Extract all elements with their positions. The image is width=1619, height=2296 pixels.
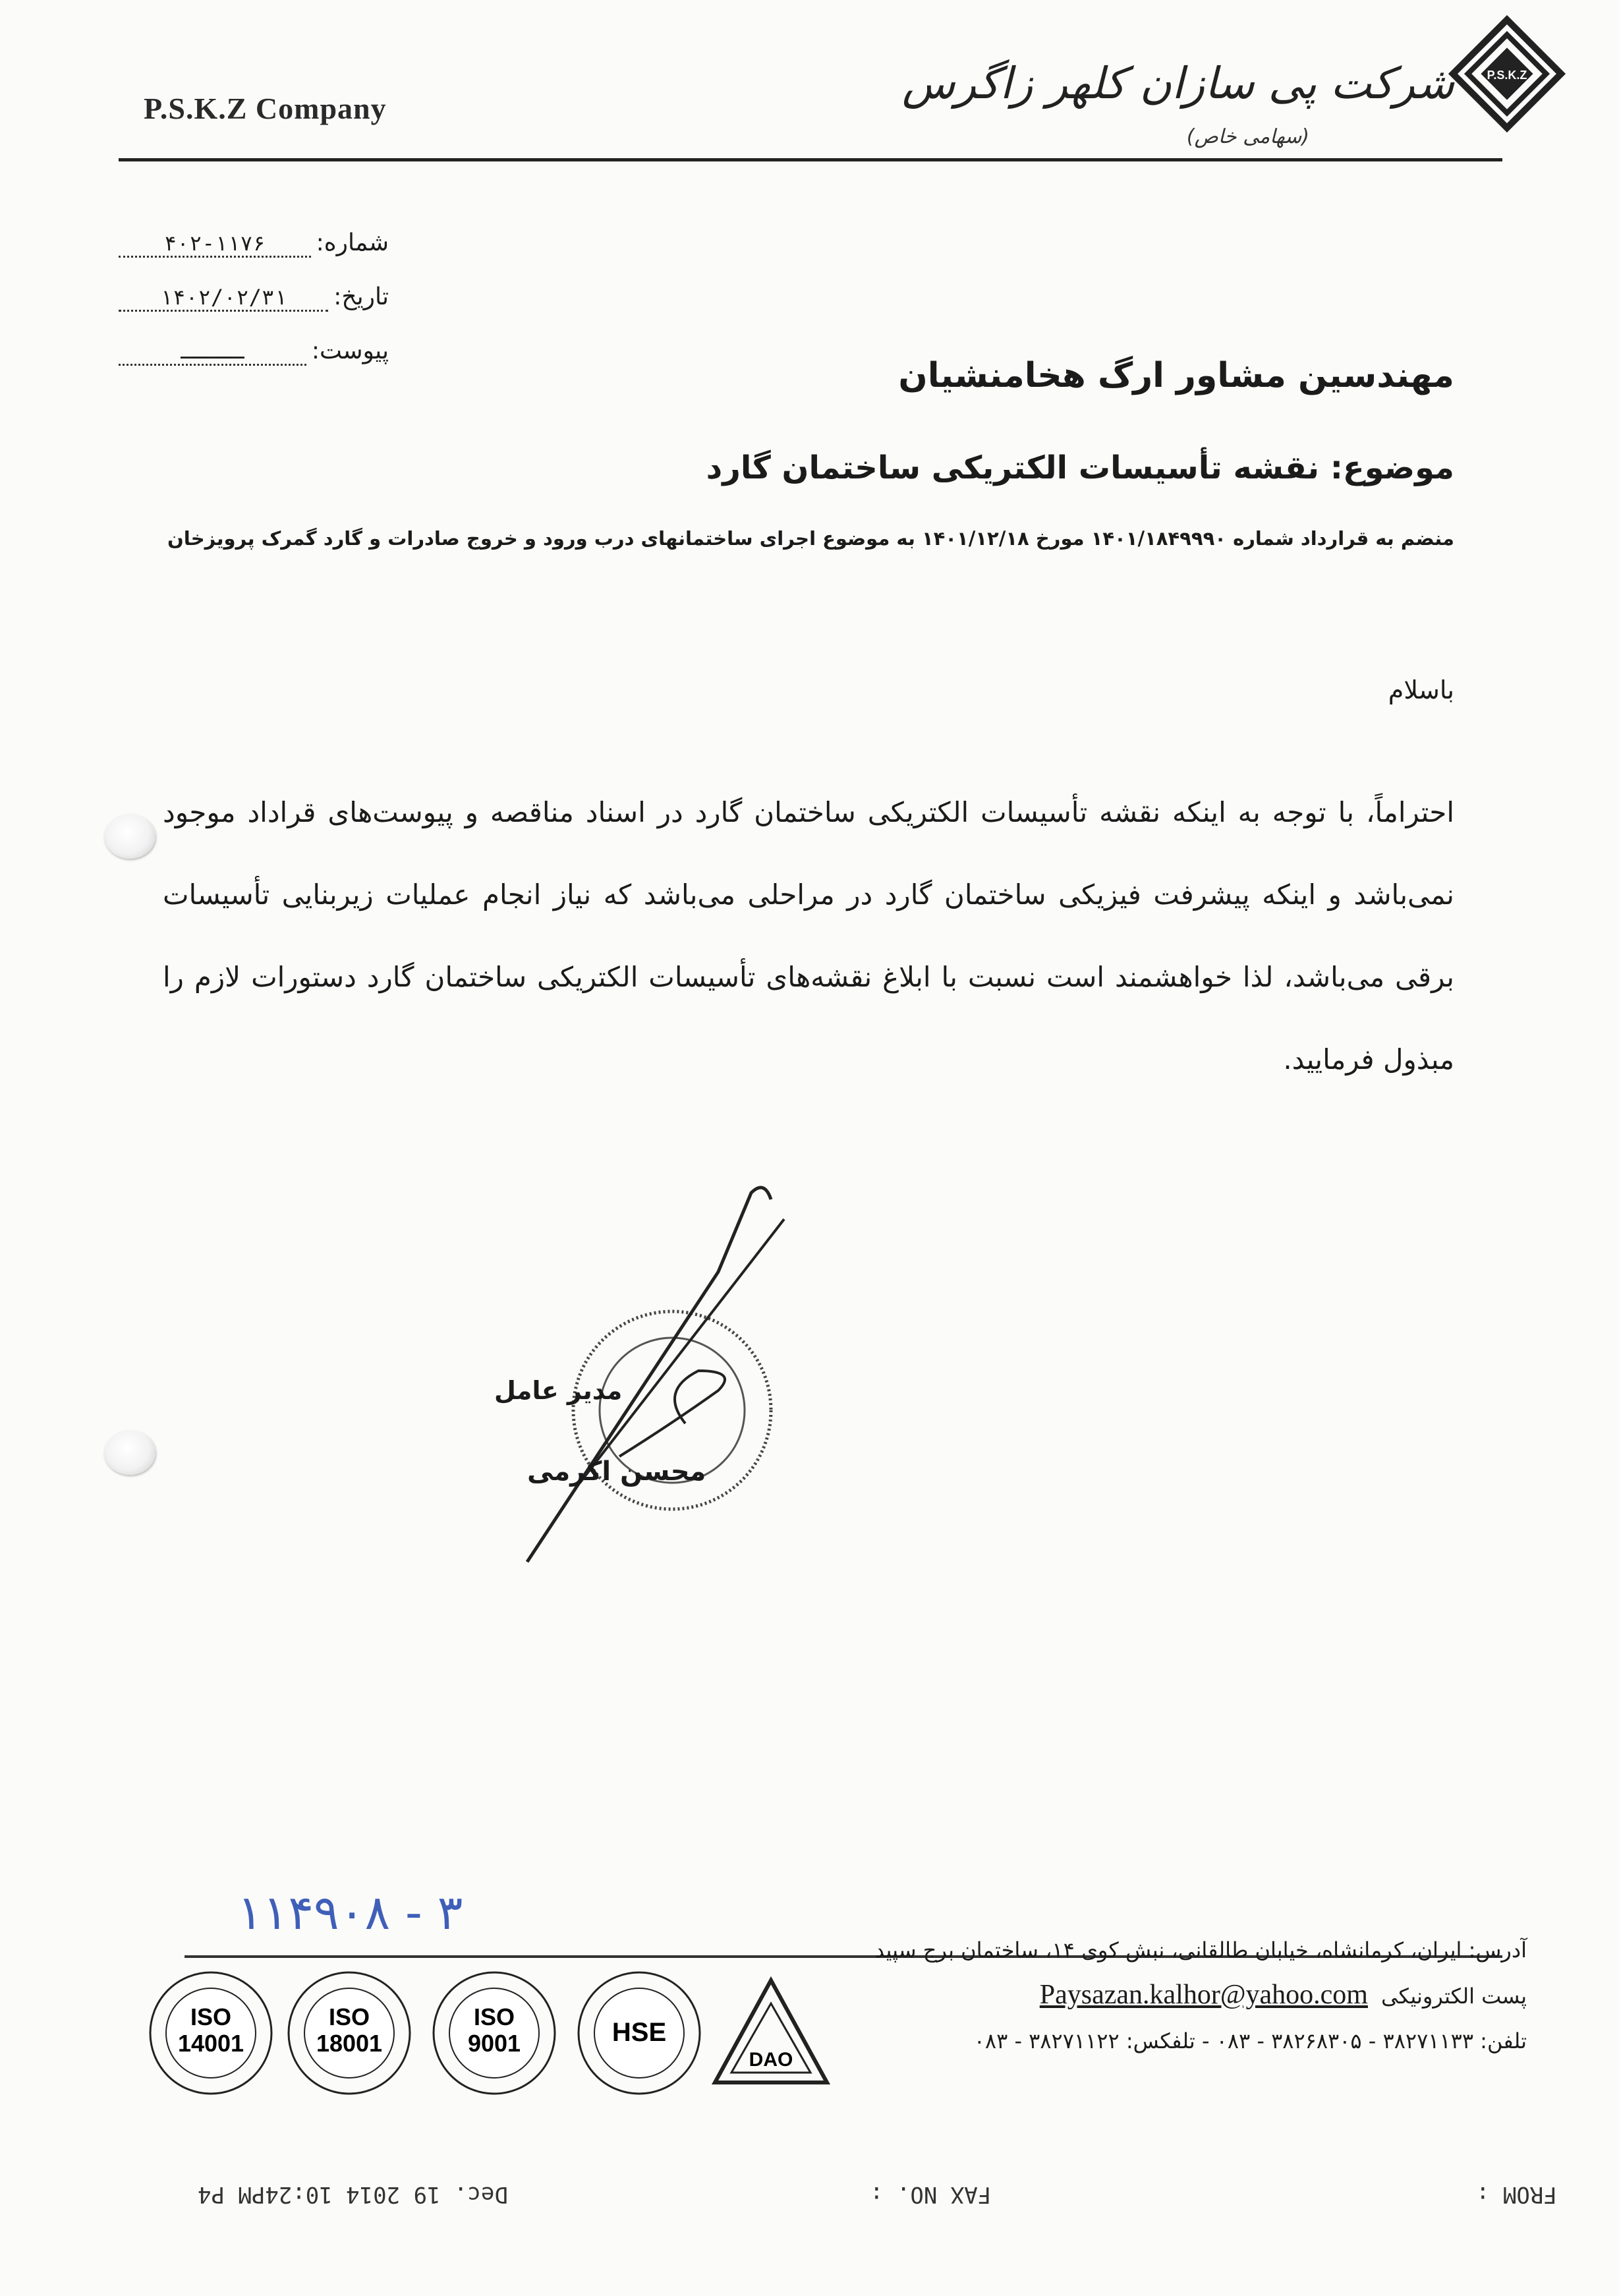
iso-18001-badge [283,1967,415,2099]
iso-9001-badge [428,1967,560,2099]
dao-badge [705,1967,837,2099]
cert-title: ISO [190,2003,232,2030]
cert-number: 14001 [177,2030,244,2057]
iso-14001-badge [145,1967,277,2099]
signatory-name: محسن اکرمی [527,1456,706,1487]
date-label: تاریخ: [333,283,389,310]
footer-phone: تلفن: ۳۸۲۷۱۱۳۳ - ۳۸۲۶۸۳۰۵ - ۰۸۳ - تلفکس: ۳۸۲۷۱۱۲۲ - ۰۸۳ [973,2028,1527,2053]
attachment-label: پیوست: [311,337,389,364]
cert-number: 18001 [316,2030,383,2057]
number-value: ۴۰۲-۱۱۷۶ [119,231,311,258]
signature-stamp [501,1173,817,1568]
logo-text: P.S.K.Z [1487,69,1527,82]
company-name-en: P.S.K.Z Company [144,92,387,125]
attachment-value: ـــــ [119,339,306,366]
greeting: باسلام [1388,675,1454,704]
number-label: شماره: [316,229,389,256]
company-name-fa: شرکت پی سازان کلهر زاگرس [901,58,1454,109]
signatory-title: مدیر عامل [494,1376,623,1405]
company-logo [1448,14,1566,133]
recipient: مهندسین مشاور ارگ هخامنشیان [898,356,1454,395]
subject: موضوع: نقشه تأسیسات الکتریکی ساختمان گارد [706,449,1454,486]
punch-hole-top [104,814,156,859]
company-type: (سهامی خاص) [1186,125,1309,148]
date-value: ۱۴۰۲/۰۲/۳۱ [119,285,328,312]
handwritten-note: ۱۱۴۹۰۸ - ۳ [237,1885,463,1940]
cert-title: DAO [749,2049,793,2071]
email-label: پست الکترونیکی [1380,1984,1527,2009]
email-link[interactable]: Paysazan.kalhor@yahoo.com [1039,1980,1368,2010]
header-divider [119,158,1502,161]
cert-title: ISO [473,2003,515,2030]
contract-reference: منضم به قرارداد شماره ۱۴۰۱/۱۸۴۹۹۹۰ مورخ ۱۴۰۱/۱۲/۱۸ به موضوع اجرای ساختمانهای درب ورود و خروج صادرات و گارد گمرک پرویزخان [167,527,1454,550]
letter-attachment-row [119,337,389,366]
footer-email-row [1040,1979,1527,2011]
letter-date-row [119,283,389,312]
punch-hole-bottom [104,1430,156,1475]
cert-title: HSE [611,2018,667,2047]
letter-number-row [119,229,389,258]
fax-timestamp: Dec. 19 2014 10:24PM P4 [198,2181,508,2208]
letter-body: احتراماً، با توجه به اینکه نقشه تأسیسات الکتریکی ساختمان گارد در اسناد مناقصه و پیوست‌های قراداد موجود نمی‌باشد و اینکه پیشرفت فیزیکی ساختمان گارد در مراحلی می‌باشد که نیاز انجام عملیات زیربنایی تأسیسات برقی می‌باشد، لذا خواهشمند است نسبت با ابلاغ نقشه‌های تأسیسات الکتریکی ساختمان گارد دستورات لازم را مبذول فرمایید. [163,796,1454,1076]
fax-number: FAX NO. : [870,2181,992,2208]
hse-badge [573,1967,705,2099]
cert-title: ISO [328,2003,370,2030]
cert-number: 9001 [467,2030,521,2057]
footer-address: آدرس: ایران، کرمانشاه، خیابان طالقانی، نبش کوی ۱۴، ساختمان برج سپید [874,1937,1527,1963]
fax-from: FROM : [1476,2181,1557,2208]
